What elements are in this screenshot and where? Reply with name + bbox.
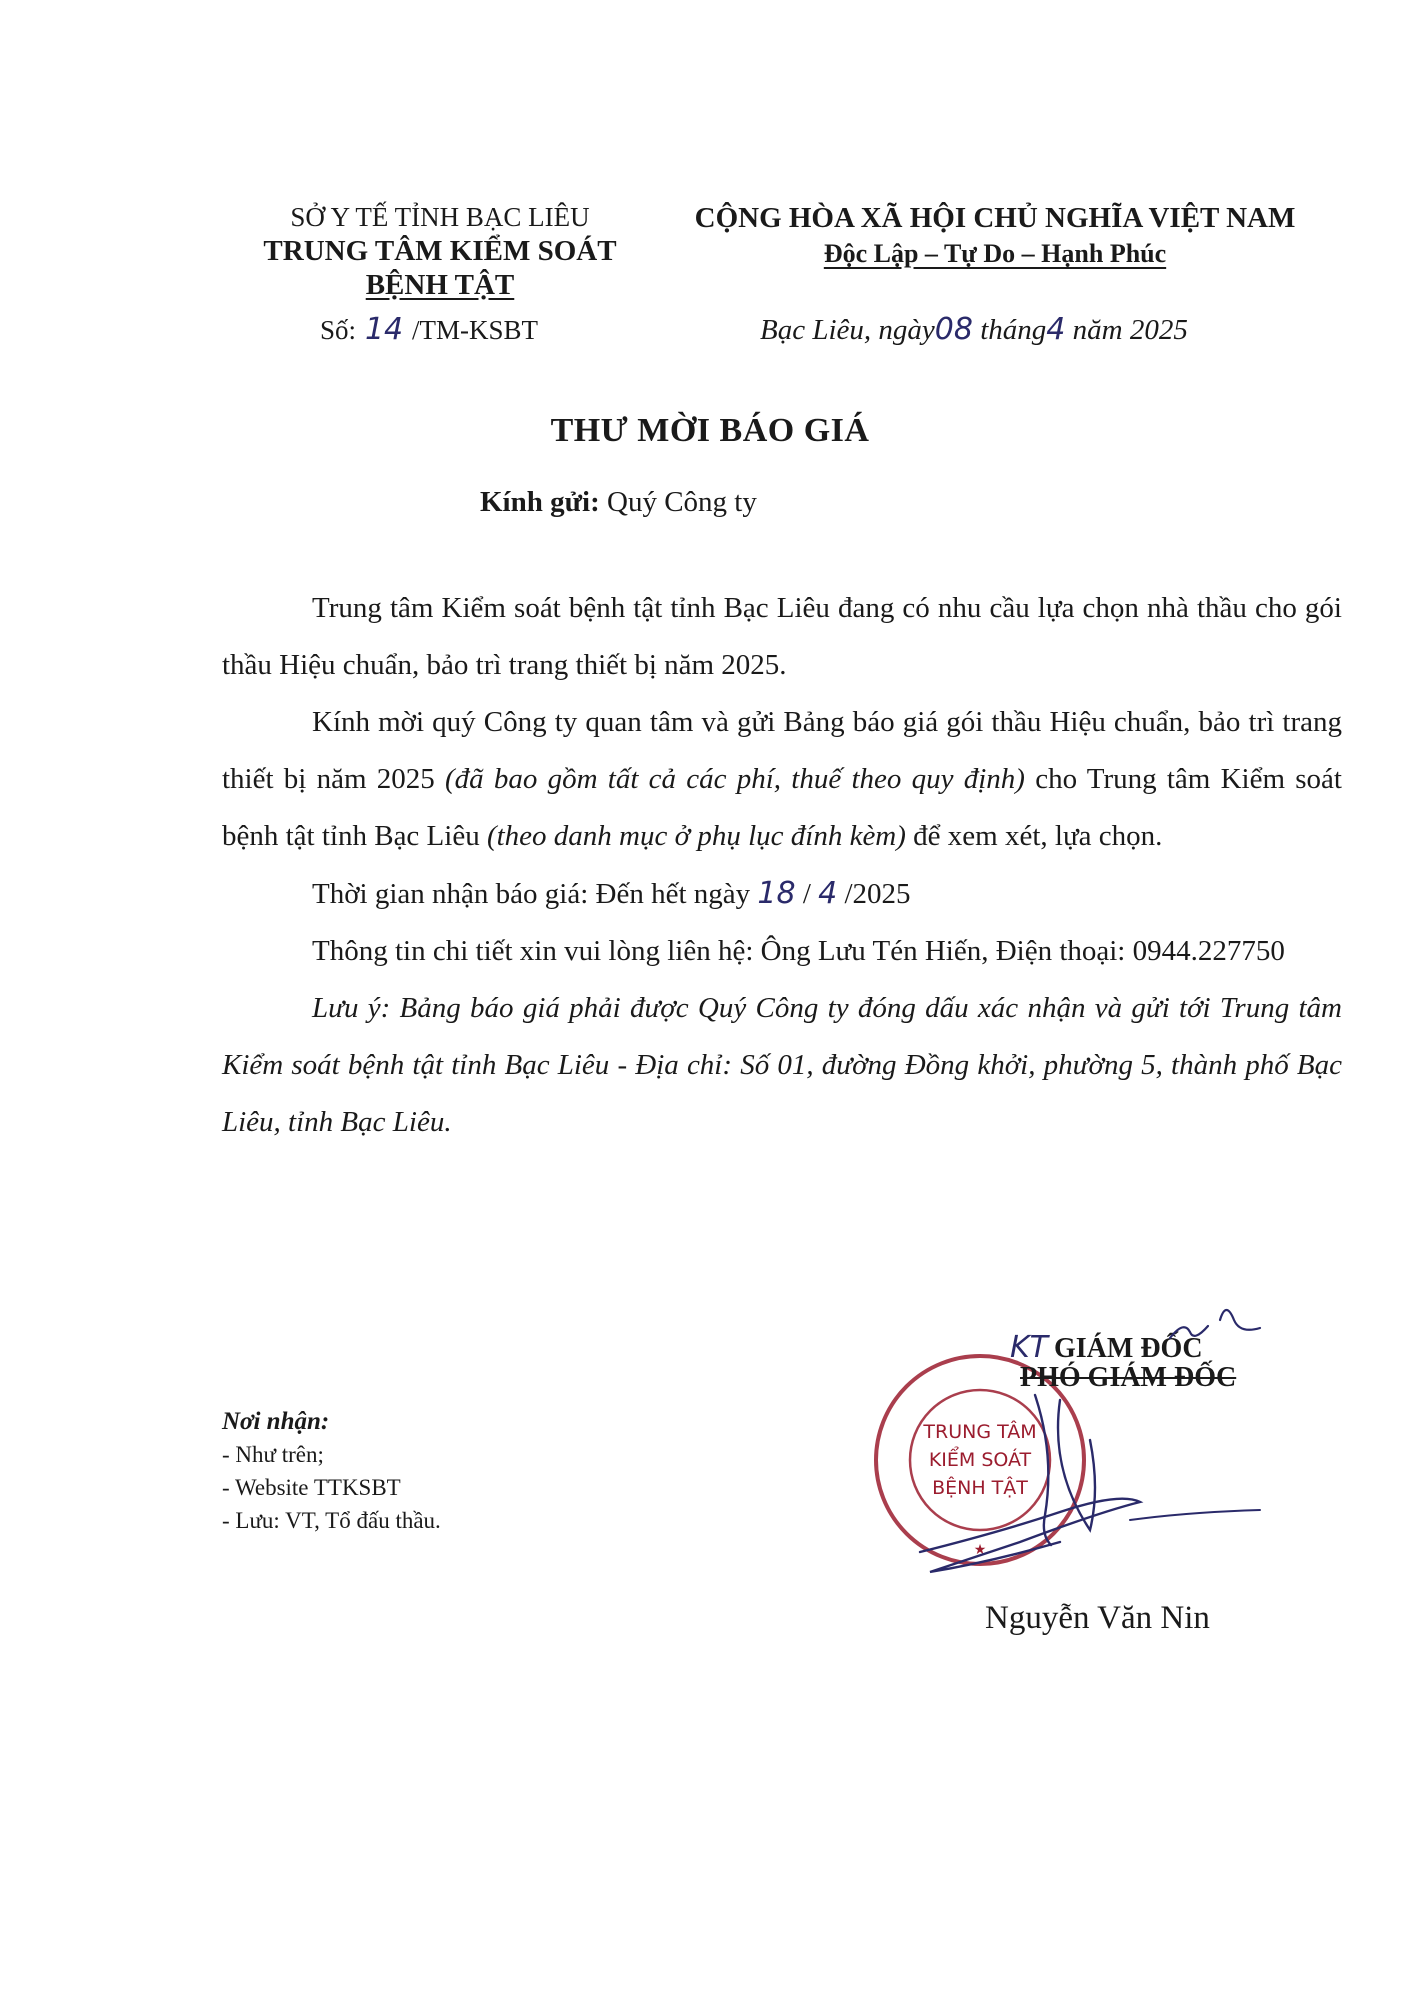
org-name-line2: BỆNH TẬT bbox=[365, 269, 515, 301]
deadline-year: /2025 bbox=[837, 878, 911, 910]
stamp-star-icon: ★ bbox=[973, 1542, 987, 1558]
deadline-month: 4 bbox=[818, 876, 838, 911]
document-number bbox=[320, 312, 538, 347]
recipient-line bbox=[480, 486, 757, 519]
stamp-line1: TRUNG TÂM bbox=[923, 1421, 1037, 1443]
ministry-name: SỞ Y TẾ TỈNH BẠC LIÊU bbox=[290, 202, 590, 232]
recipient-item: - Như trên; bbox=[222, 1442, 324, 1467]
paragraph-contact: Thông tin chi tiết xin vui lòng liên hệ: Ông Lưu Tén Hiến, Điện thoại: 0944.227750 bbox=[312, 935, 1285, 967]
doc-no-prefix: Số: bbox=[320, 315, 357, 345]
signer-title-director: GIÁM ĐỐC bbox=[1054, 1333, 1203, 1364]
deadline-text-a: Thời gian nhận báo giá: Đến hết ngày bbox=[312, 878, 758, 910]
invitation-note-fees: (đã bao gồm tất cả các phí, thuế theo quy định) bbox=[444, 763, 1025, 795]
signer-title-handwritten: KT bbox=[1010, 1330, 1048, 1365]
nation-title: CỘNG HÒA XÃ HỘI CHỦ NGHĨA VIỆT NAM bbox=[694, 202, 1296, 234]
date-line bbox=[760, 312, 1188, 347]
deadline-sep: / bbox=[795, 878, 819, 910]
handwritten-signature bbox=[900, 1290, 1300, 1630]
signer-title-deputy: PHÓ GIÁM ĐỐC bbox=[1020, 1362, 1237, 1393]
paragraph-note bbox=[222, 980, 1342, 1151]
invitation-text-c: cho Trung tâm Kiểm soát bệnh tật tỉnh Bạc Liêu bbox=[222, 763, 1342, 852]
invitation-text-e: để xem xét, lựa chọn. bbox=[905, 820, 1163, 852]
nation-block bbox=[665, 200, 1325, 272]
recipient-label: Kính gửi: bbox=[480, 486, 600, 518]
date-place: Bạc Liêu, bbox=[760, 314, 879, 346]
note-label: Lưu ý: bbox=[312, 992, 391, 1024]
recipient-value: Quý Công ty bbox=[607, 486, 757, 518]
note-text: Bảng báo giá phải được Quý Công ty đóng dấu xác nhận và gửi tới Trung tâm Kiểm soát bệnh tật tỉnh Bạc Liêu - Địa chỉ: Số 01, đường Đồng khởi, phường 5, thành phố Bạc Liêu, tỉnh Bạc Liêu. bbox=[222, 992, 1342, 1138]
org-name-line1: TRUNG TÂM KIỂM SOÁT bbox=[263, 235, 617, 267]
date-day: 08 bbox=[934, 312, 973, 347]
date-year: năm 2025 bbox=[1072, 314, 1188, 346]
date-month: 4 bbox=[1046, 312, 1066, 347]
recipient-item: - Website TTKSBT bbox=[222, 1475, 401, 1500]
date-month-label: tháng bbox=[980, 314, 1047, 346]
invitation-text-a: Kính mời quý Công ty quan tâm và gửi Bảng báo giá gói thầu Hiệu chuẩn, bảo trì trang thiết bị năm 2025 bbox=[222, 706, 1342, 795]
paragraph-deadline bbox=[222, 865, 1342, 923]
recipient-item: - Lưu: VT, Tổ đấu thầu. bbox=[222, 1508, 441, 1533]
paragraph-need: Trung tâm Kiểm soát bệnh tật tỉnh Bạc Liêu đang có nhu cầu lựa chọn nhà thầu cho gói thầu Hiệu chuẩn, bảo trì trang thiết bị năm 2025. bbox=[222, 592, 1342, 681]
doc-no-handwritten: 14 bbox=[364, 312, 404, 347]
recipients-list bbox=[222, 1405, 441, 1537]
recipients-title: Nơi nhận: bbox=[222, 1408, 330, 1435]
stamp-line3: BỆNH TẬT bbox=[932, 1477, 1028, 1499]
document-title: THƯ MỜI BÁO GIÁ bbox=[550, 412, 870, 449]
letter-body bbox=[222, 580, 1342, 1151]
doc-no-suffix: /TM-KSBT bbox=[412, 315, 539, 345]
nation-motto: Độc Lập – Tự Do – Hạnh Phúc bbox=[823, 239, 1167, 268]
issuer-block bbox=[230, 200, 650, 302]
deadline-day: 18 bbox=[757, 876, 796, 911]
date-day-label: ngày bbox=[878, 314, 935, 346]
signer-name: Nguyễn Văn Nin bbox=[985, 1600, 1210, 1636]
paragraph-invitation bbox=[222, 694, 1342, 865]
recipients-items bbox=[222, 1438, 441, 1537]
stamp-line2: KIỂM SOÁT bbox=[928, 1449, 1032, 1471]
invitation-note-appendix: (theo danh mục ở phụ lục đính kèm) bbox=[486, 820, 906, 852]
